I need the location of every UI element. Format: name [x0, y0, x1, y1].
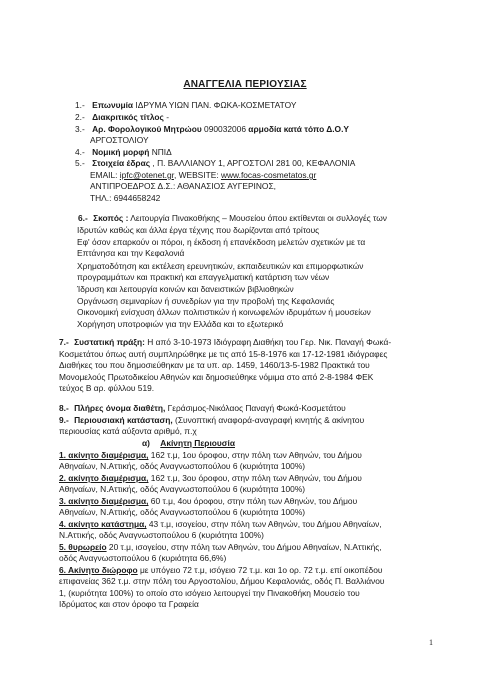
property-item-line: επιφανείας 362 τ.μ. στην πόλη του Αργοστολίου, Δήμου Κεφαλονιάς, οδός Π. Βαλλιάνου	[59, 576, 385, 586]
page-title: ΑΝΑΓΓΕΛΙΑ ΠΕΡΙΟΥΣΙΑΣ	[183, 79, 307, 90]
property-item: 3. ακίνητο διαμέρισμα, 60 τ.μ, 4ου όροφου, στην πόλη των Αθηνών, του Δήμου	[59, 496, 358, 506]
establishment-line: Μονομελούς Πρωτοδικείου Αθηνών και δημοσιεύθηκε νόμιμα στο από 2-8-1984 ΦΕΚ	[59, 372, 374, 382]
purpose-heading: 6.- Σκοπός : Λειτουργία Πινακοθήκης – Μουσείου όπου εκτίθενται οι συλλογές των	[78, 213, 387, 223]
property-line: περιουσίας κατά αύξοντα αριθμό, π.χ	[59, 426, 197, 436]
property-item: 1. ακίνητο διαμέρισμα, 162 τ.μ, 1ου όροφου, στην πόλη των Αθηνών, του Δήμου	[59, 450, 362, 460]
establishment-line: Κοσμετάτου όπως αυτή συμπληρώθηκε με τις από 15-8-1976 και 17-12-1981 ιδιόγραφες	[59, 349, 388, 359]
property-item-line: Ιδρύματος και στον όροφο τα Γραφεία	[59, 599, 199, 609]
field-distinctive-title: 2.- Διακριτικός τίτλος -	[75, 112, 169, 122]
representative: ΑΝΤΙΠΡΟΕΔΡΟΣ Δ.Σ.: ΑΘΑΝΑΣΙΟΣ ΑΥΓΕΡΙΝΟΣ,	[90, 181, 276, 191]
field-tax-office: ΑΡΓΟΣΤΟΛΙΟΥ	[90, 135, 149, 145]
property-item: 6. Ακίνητο διώροφο με υπόγειο 72 τ.μ, ισόγειο 72 τ.μ. και 1ο ορ. 72 τ.μ. επί οικοπέδου	[59, 565, 383, 575]
field-address: 5.- Στοιχεία έδρας , Π. ΒΑΛΛΙΑΝΟΥ 1, ΑΡΓΟΣΤΟΛΙ 281 00, ΚΕΦΑΛΟΝΙΑ	[75, 158, 356, 168]
property-item-line: οδός Αναγνωστοπούλου 6 (κυριότητα 66,6%)	[59, 553, 227, 563]
email-link[interactable]: ipfc@otenet.gr	[119, 170, 174, 180]
property-heading: 9.- Περιουσιακή κατάσταση, (Συνοπτική αναφορά-αναγραφή κινητής & ακίνητου	[59, 415, 365, 425]
establishment-line: Διαθήκες του που δημοσιεύθηκαν με τα υπ. αρ. 1459, 1460/13-5-1982 Πρακτικά του	[59, 360, 370, 370]
establishment-heading: 7.- Συστατική πράξη: Η από 3-10-1973 Ιδιόγραφη Διαθήκη του Γερ. Νικ. Παναγή Φωκά-	[59, 337, 392, 347]
telephone: ΤΗΛ.: 6944658242	[90, 193, 161, 203]
real-estate-heading: α) Ακίνητη Περιουσία	[142, 438, 235, 448]
testator: 8.- Πλήρες όνομα διαθέτη, Γεράσιμος-Νικόλαος Παναγή Φωκά-Κοσμετάτου	[59, 403, 346, 413]
website-link[interactable]: www.focas-cosmetatos.gr	[220, 170, 317, 180]
property-item: 4. ακίνητο κατάστημα, 43 τ.μ, ισογείου, στην πόλη των Αθηνών, του Δήμου Αθηναίων,	[59, 519, 382, 529]
purpose-line: Οργάνωση σεμιναρίων ή συνεδρίων για την προβολή της Κεφαλονιάς	[77, 296, 335, 306]
field-legal-form: 4.- Νομική μορφή ΝΠΙΔ	[75, 147, 172, 157]
page-number: 1	[429, 638, 433, 647]
purpose-line: προγραμμάτων και πρακτική και επαγγελματική κατάρτιση των νέων	[77, 272, 330, 282]
property-item-line: Αθηναίων, Ν.Αττικής, οδός Αναγνωστοπούλου 6 (κυριότητα 100%)	[59, 461, 306, 471]
field-name: 1.- Επωνυμία ΙΔΡΥΜΑ ΥΙΩΝ ΠΑΝ. ΦΩΚΑ-ΚΟΣΜΕΤΑΤΟΥ	[75, 100, 297, 110]
property-item-line: Αθηναίων, Ν.Αττικής, οδός Αναγνωστοπούλου 6 (κυριότητα 100%)	[59, 507, 306, 517]
purpose-line: Χρηματοδότηση και εκτέλεση ερευνητικών, εκπαιδευτικών και επιμορφωτικών	[77, 261, 364, 271]
field-tax-id: 3.- Αρ. Φορολογικού Μητρώου 090032006 αρμοδία κατά τόπο Δ.Ο.Υ	[75, 124, 349, 134]
purpose-line: Οικονομική ενίσχυση άλλων πολιτιστικών ή κοινωφελών ιδρυμάτων ή μουσείων	[77, 307, 371, 317]
property-item-line: Αθηναίων, Ν.Αττικής, οδός Αναγνωστοπούλου 6 (κυριότητα 100%)	[59, 484, 306, 494]
purpose-line: Εφ' όσον επαρκούν οι πόροι, η έκδοση ή επανέκδοση μελετών σχετικών με τα	[77, 237, 366, 247]
property-item-line: 1, (κυριότητα 100%) το οποίο στο ισόγειο λειτουργεί την Πινακοθήκη Μουσείο του	[59, 588, 360, 598]
purpose-line: Επτάνησα και την Κεφαλονιά	[77, 248, 185, 258]
property-item: 2. ακίνητο διαμέρισμα, 162 τ.μ, 3ου όροφου, στην πόλη των Αθηνών, του Δήμου	[59, 473, 362, 483]
purpose-line: Ιδρυτών καθώς και άλλα έργα τέχνης που δωρίζονται από τρίτους	[77, 225, 320, 235]
property-item-line: Ν.Αττικής, οδός Αναγνωστοπούλου 6 (κυριότητα 100%)	[59, 530, 264, 540]
purpose-line: Ίδρυση και λειτουργία κοινών και δανειστικών βιβλιοθηκών	[77, 284, 294, 294]
contact-line: EMAIL: ipfc@otenet.gr, WEBSITE: www.focas-cosmetatos.gr	[90, 170, 317, 180]
purpose-line: Χορήγηση υποτροφιών για την Ελλάδα και το εξωτερικό	[77, 319, 284, 329]
establishment-line: τεύχος Β αρ. φύλλου 519.	[59, 383, 155, 393]
property-item: 5. θυρωρείο 20 τ.μ, ισογείου, στην πόλη των Αθηνών, του Δήμου Αθηναίων, Ν.Αττικής,	[59, 542, 382, 552]
